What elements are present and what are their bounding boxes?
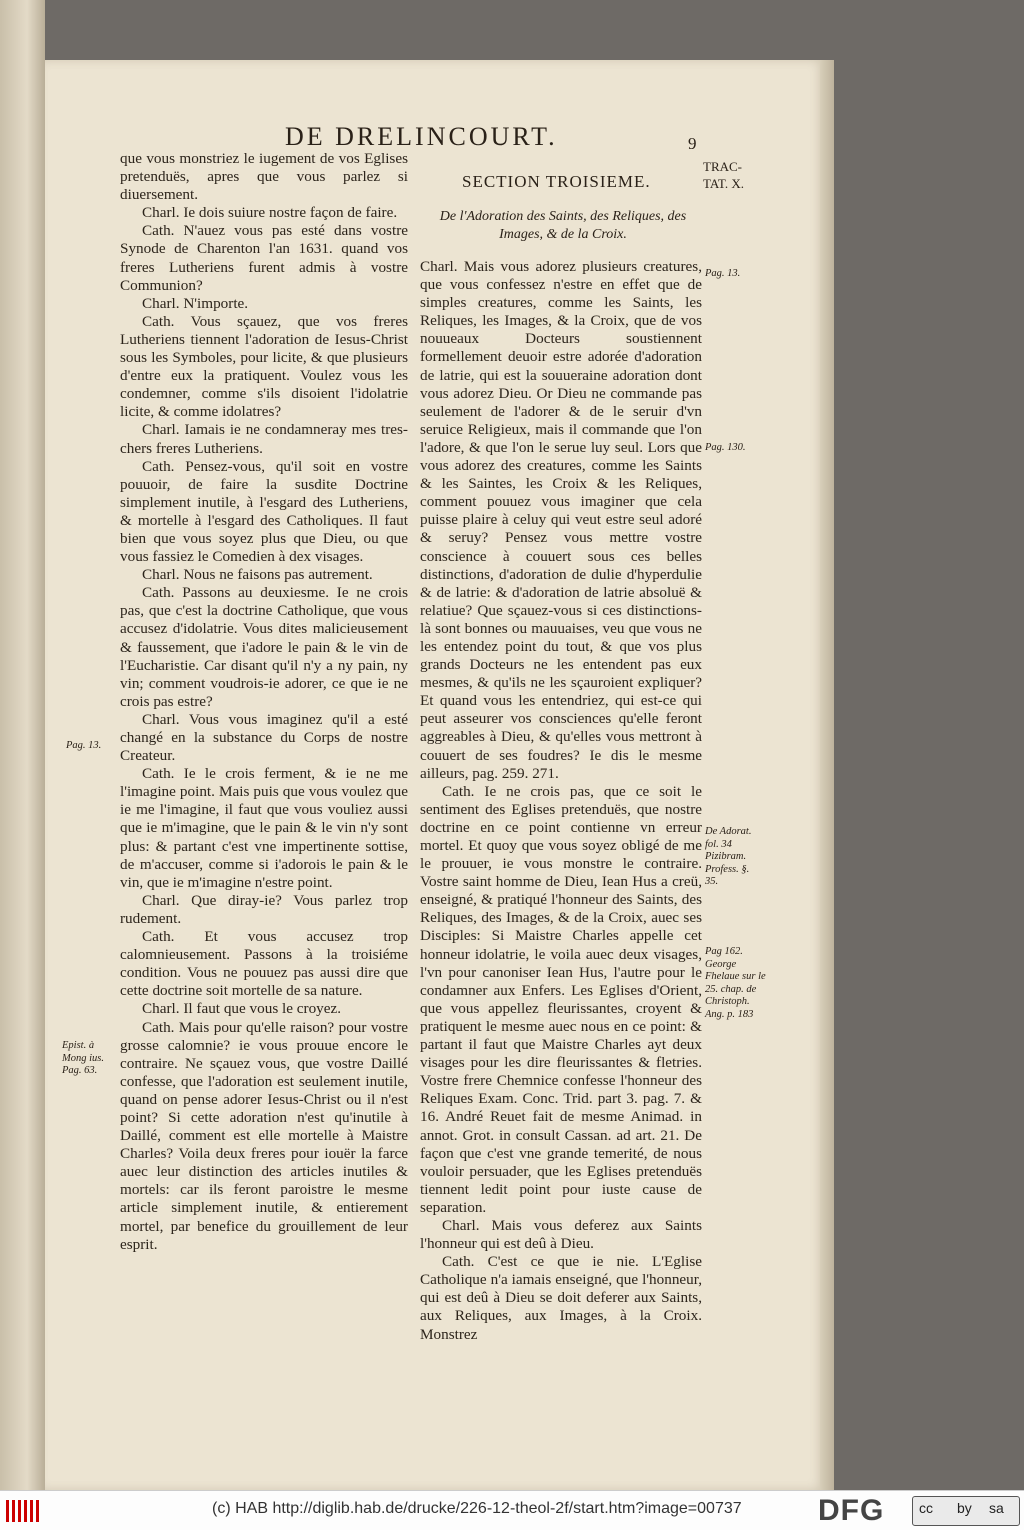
paragraph: Charl. Il faut que vous le croyez. — [142, 1000, 342, 1018]
paragraph: Cath. Passons au deuxiesme. Ie ne crois pas, que c'est la doctrine Catholique, que vous accusez d'idolatrie. Vous dites malicieusement & faussement, que i'adore le pain & le vin de l'Eucharistie. Car disant qu'il n'y a ny pain, ny vin; comment voudrois-ie adorer, ce que ie ne crois pas estre? — [120, 584, 408, 710]
margin-note: De Adorat. fol. 34 Pizibram. Profess. §. 35. — [705, 826, 752, 887]
running-head: DE DRELINCOURT. — [285, 122, 558, 151]
paragraph: Cath. Ie ne crois pas, que ce soit le sentiment des Eglises pretenduës, que nostre doctrine en ce point contienne vn erreur mortel. Et quoy que vous soyez obligé de me le prouuer, ie vous monstre le contraire. Vostre saint homme de Dieu, Iean Hus a creü, enseigné, & pratiqué l'honneur des Saints, des Reliques, des Images, & de la Croix, auec ses Disciples: Si Maistre Charles appelle cet honneur idolatrie, le voila auec deux visages, l'vn pour canoniser Iean Hus, l'autre pour le condamner aux Enfers. Les Eglises d'Orient, que vous appellez fleurissantes, croyent & pratiquent le mesme auec nous en ce point: & partant il faut que Maistre Charles ayt deux visages pour les dire fleurissantes & fletries. Vostre frere Chemnice confesse l'honneur des Reliques Exam. Conc. Trid. part 3. pag. 7. & 16. André Reuet fait de mesme Animad. in annot. Grot. in consult Cassan. ad art. 21. De façon que c'est vne grande temerité, de nous vouloir persuader, que les Eglises pretenduës tiennent ledit point pour iuste cause de separation. — [420, 782, 702, 1216]
paragraph: Charl. Que diray-ie? Vous parlez trop rudement. — [120, 891, 408, 927]
paragraph: Charl. Nous ne faisons pas autrement. — [142, 566, 373, 584]
margin-note: Epist. à Mong ius. Pag. 63. — [62, 1040, 104, 1076]
page-fore-edge — [820, 60, 834, 1490]
paragraph: Cath. Mais pour qu'elle raison? pour vostre grosse calomnie? ie vous prouue encore le contraire. Ne sçauez vous, que vostre Daillé confesse, que l'adoration est seulement inutile, quand on pense adorer Iesus-Christ ou il n'est point? Si cette adoration n'est qu'inutile à Daillé, comment est elle mortelle à Maistre Charles? Voila deux freres pour iouër la farce auec leur distinction des articles inutiles & mortels: car ils feront paroistre le mesme article simplement inutile, & entierement mortel, par benefice du grouillement de leur esprit. — [120, 1018, 408, 1253]
paragraph: Cath. Ie le crois ferment, & ie ne me l'imagine point. Mais puis que vous voulez que ie me l'imagine, il faut que vous vouliez aussi que ie m'imagine, que le pain & le vin n'y sont plus: & partant c'est vne impertinente sottise, de m'accuser, comme si i'adorois le pain & le vin, que ie m'imagine n'estre point. — [120, 765, 408, 891]
hab-logo-icon — [6, 1500, 42, 1522]
sa-icon: sa — [989, 1500, 1004, 1516]
paragraph: Charl. N'importe. — [142, 294, 249, 312]
paragraph: Charl. Vous vous imaginez qu'il a esté changé en la substance du Corps de nostre Createur. — [120, 710, 408, 765]
right-column — [420, 258, 702, 1344]
license-badge-icon[interactable] — [912, 1496, 1020, 1526]
tractat-label — [703, 158, 744, 192]
paragraph: Cath. Et vous accusez trop calomnieusement. Passons à la troisiéme condition. Vous ne pouuez pas aussi dire que cette doctrine soit mortelle de sa nature. — [120, 928, 408, 1000]
margin-note: Pag. 13. — [705, 268, 741, 279]
paragraph: Charl. Mais vous deferez aux Saints l'honneur qui est deû à Dieu. — [420, 1216, 702, 1253]
section-subtitle: De l'Adoration des Saints, des Reliques, des Images, & de la Croix. — [439, 209, 687, 242]
paragraph: que vous monstriez le iugement de vos Eglises pretenduës, apres que vous parlez si diuersement. — [120, 150, 408, 204]
paragraph: Cath. Vous sçauez, que vos freres Lutheriens tiennent l'adoration de Iesus-Christ sous les Symboles, pour licite, & que plusieurs d'entre eux la pratiquent. Voulez vous les condemner, comme s'ils disoient l'idolatrie licite, & comme idolatres? — [120, 312, 408, 421]
page-number: 9 — [688, 134, 697, 153]
paragraph: Cath. C'est ce que ie nie. L'Eglise Catholique n'a iamais enseigné, que l'honneur, qui est deû à Dieu se doit deferer aux Saints, aux Reliques, aux Images, à la Croix. Monstrez — [420, 1253, 702, 1343]
previous-page-edge — [0, 0, 45, 1490]
section-title: SECTION TROISIEME. — [462, 172, 651, 191]
paragraph: Cath. Pensez-vous, qu'il soit en vostre pouuoir, de faire la susdite Doctrine simplement inutile, à l'esgard des Lutheriens, & mortelle à l'esgard des Catholiques. Il faut bien que vous soyez plus que Dieu, ou que vous fassiez le Comedien à dex visages. — [120, 457, 408, 566]
copyright-link[interactable]: (c) HAB http://diglib.hab.de/drucke/226-12-theol-2f/start.htm?image=00737 — [212, 1500, 742, 1517]
paragraph: Charl. Ie dois suiure nostre façon de faire. — [142, 204, 398, 222]
tractat-line: TAT. X. — [703, 176, 744, 191]
cc-icon: cc — [919, 1500, 933, 1516]
paragraph: Charl. Iamais ie ne condamneray mes tres-chers freres Lutheriens. — [120, 421, 408, 457]
paragraph: Cath. N'auez vous pas esté dans vostre Synode de Charenton l'an 1631. quand vos freres Lutheriens furent admis à vostre Communion? — [120, 222, 408, 294]
margin-note: Pag 162. George Fhelaue sur le 25. chap. de Christoph. Ang. p. 183 — [705, 946, 766, 1020]
margin-note: Pag. 130. — [705, 442, 746, 453]
by-icon: by — [957, 1500, 972, 1516]
dfg-logo: DFG — [818, 1494, 885, 1527]
left-column — [120, 150, 408, 1254]
viewer-footer — [0, 1490, 1024, 1530]
margin-note: Pag. 13. — [66, 740, 102, 751]
tractat-line: TRAC- — [703, 159, 742, 174]
paragraph: Charl. Mais vous adorez plusieurs creatures, que vous confessez n'estre en effet que de simples creatures, comme les Saints, les Reliques, les Images, & la Croix, que de vos nouueaux Docteurs soustiennent formellement deuoir estre adorée d'adoration de latrie, qui est la souueraine adoration dont vous adorez Dieu. Or Dieu ne commande pas seulement de l'adorer & de le seruir d'vn seruice Religieux, mais il commande que l'on l'adore, & que l'on le serue luy seul. Lors que vous adorez des creatures, comme les Saints & les Saintes, les Croix & les Reliques, comment pouuez vous imaginer que cela puisse plaire à celuy qui veut estre seul adoré & seruy? Pensez vous mettre vostre conscience à couuert sous ces belles distinctions, d'adoration de dulie d'hyperdulie & de latrie: & d'adoration de latrie absoluë & relatiue? Que sçauez-vous si ces distinctions-là sont bonnes ou mauuaises, veu que vous ne les entendez point du tout, & que vos plus grands Docteurs ne les entendent pas eux mesmes, & qu'ils ne les sçauroient expliquer? Et quand vous les entendriez, qui est-ce qui peut asseurer vos consciences qu'elle feront aggreables à Dieu, & qu'elles vous mettront à couuert de ses foudres? Ie dis le mesme ailleurs, pag. 259. 271. — [420, 258, 702, 782]
